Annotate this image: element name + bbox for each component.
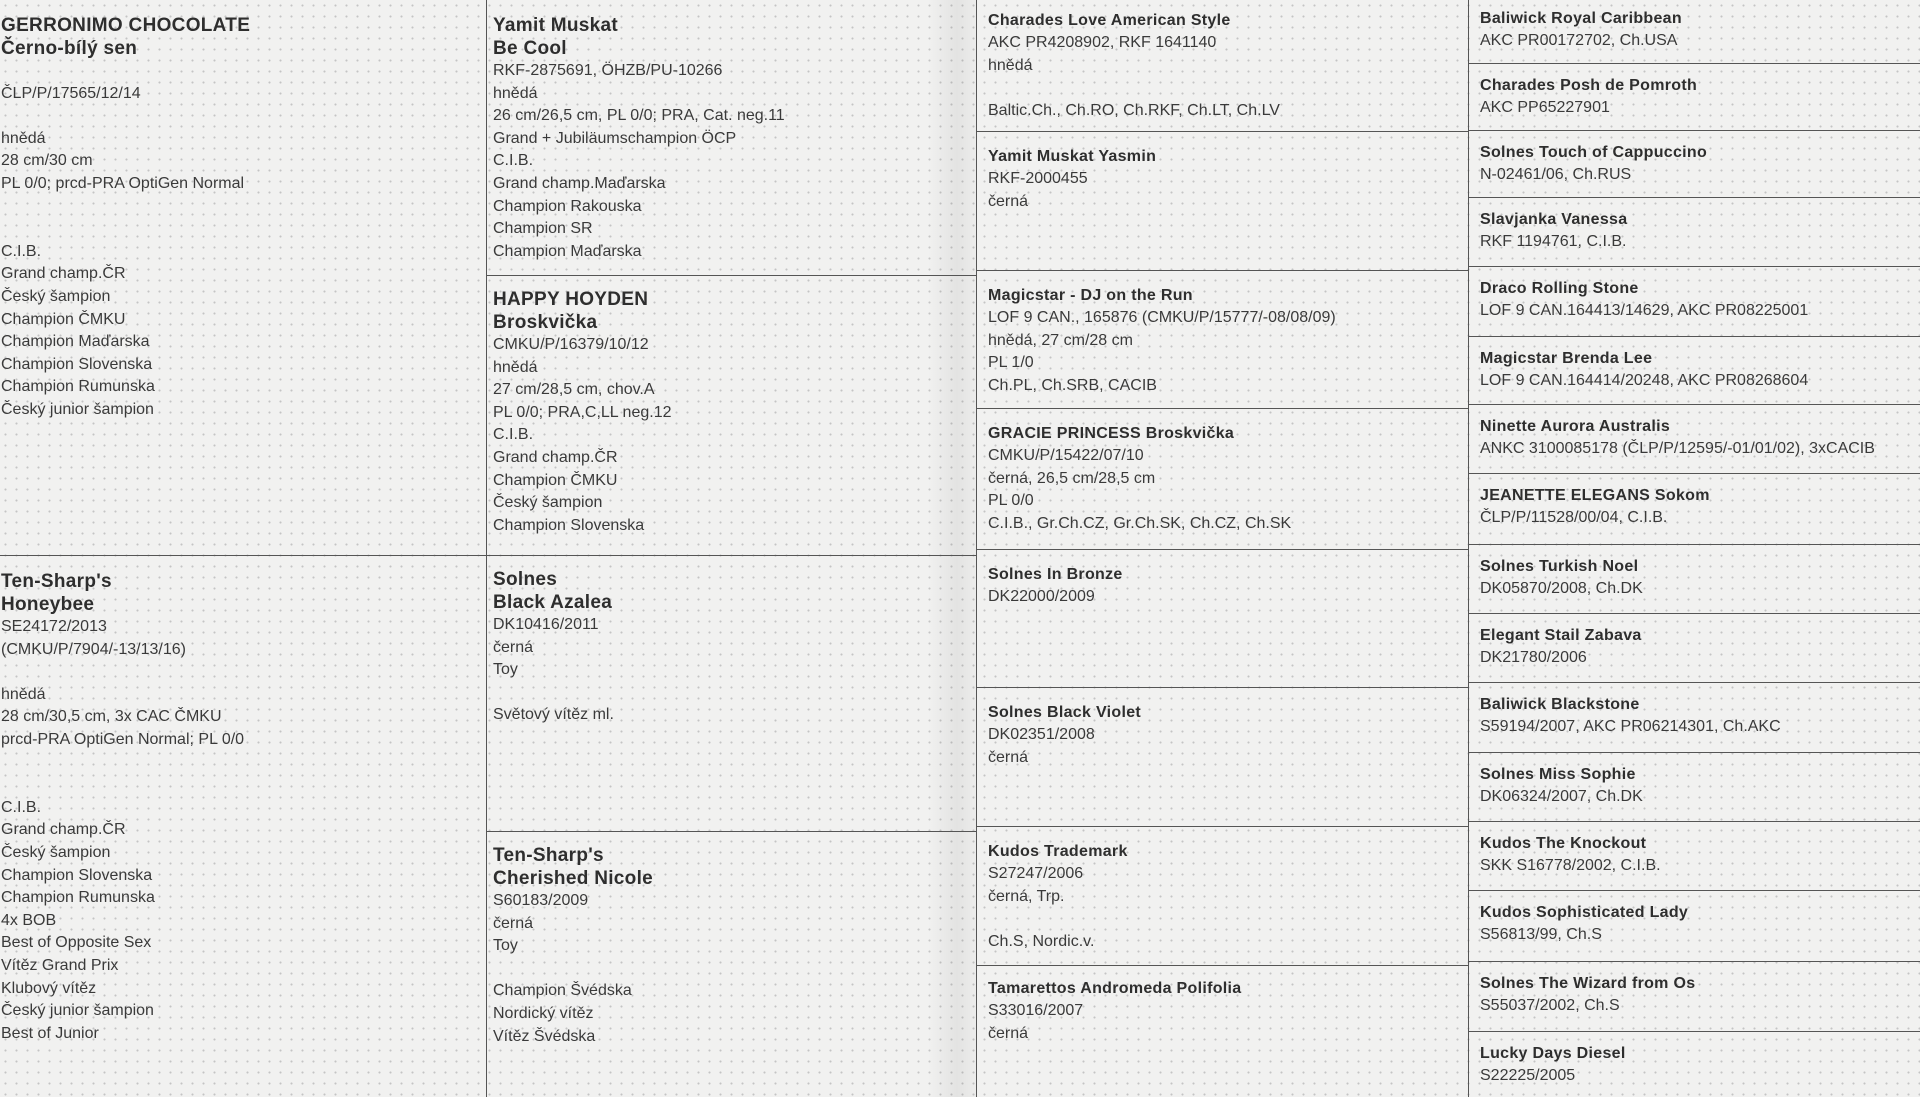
detail-line: S60183/2009 (493, 892, 589, 909)
detail-line: hnědá (1, 685, 46, 703)
cell-gggp-8 (1468, 474, 1920, 545)
detail-line: (CMKU/P/7904/-13/13/16) (1, 640, 186, 658)
detail-line: Český šampion (1, 287, 111, 305)
column-parents (0, 0, 487, 1097)
grandparent-1-name-line-1: Yamit Muskat (493, 15, 619, 36)
detail-line: ČLP/P/11528/00/04, C.I.B. (1480, 509, 1668, 526)
cell-grandparent-2 (486, 276, 976, 556)
ggp-8-name: Tamarettos Andromeda Polifolia (988, 980, 1242, 997)
ggp-5-details (988, 586, 1468, 609)
detail-line: Champion Maďarska (493, 242, 642, 260)
dam-name-line-1: Ten-Sharp's (1, 571, 112, 592)
detail-line: Champion SR (493, 220, 593, 238)
gggp-16-details (1480, 1065, 1920, 1087)
column-grandparents (486, 0, 977, 1097)
gggp-2-details (1480, 97, 1920, 119)
detail-line: Český junior šampion (1, 400, 154, 418)
detail-line: PL 0/0; PRA,C,LL neg.12 (493, 403, 672, 421)
detail-line: Český junior šampion (1, 1002, 154, 1020)
detail-line: ČLP/P/17565/12/14 (1, 84, 141, 102)
cell-gggp-9 (1468, 545, 1920, 614)
gggp-16-name: Lucky Days Diesel (1480, 1045, 1626, 1062)
detail-line: SKK S16778/2002, C.I.B. (1480, 857, 1661, 874)
detail-line: RKF 1194761, C.I.B. (1480, 233, 1627, 250)
gggp-6-name: Magicstar Brenda Lee (1480, 350, 1653, 367)
detail-line: černá (493, 638, 534, 656)
detail-line: Klubový vítěz (1, 979, 97, 997)
detail-line: Vítěz Grand Prix (1, 956, 119, 974)
sire-name-line-2: Černo-bílý sen (1, 38, 138, 59)
ggp-1-details (988, 32, 1468, 122)
detail-line: hnědá (988, 56, 1033, 74)
gggp-7-name: Ninette Aurora Australis (1480, 418, 1671, 435)
detail-line: Champion Slovenska (1, 355, 153, 373)
detail-line: S33016/2007 (988, 1002, 1084, 1019)
detail-line: Best of Opposite Sex (1, 934, 152, 952)
detail-line: Ch.PL, Ch.SRB, CACIB (988, 376, 1157, 394)
grandparent-4-name-line-1: Ten-Sharp's (493, 845, 604, 866)
blank-line (1, 60, 486, 83)
detail-line: Grand champ.Maďarska (493, 174, 666, 192)
detail-line: S27247/2006 (988, 865, 1084, 882)
ggp-3-name: Magicstar - DJ on the Run (988, 287, 1193, 304)
detail-line: Baltic.Ch., Ch.RO, Ch.RKF, Ch.LT, Ch.LV (988, 101, 1280, 119)
detail-line: černá, 26,5 cm/28,5 cm (988, 469, 1156, 487)
gggp-8-name: JEANETTE ELEGANS Sokom (1480, 487, 1710, 504)
detail-line: DK05870/2008, Ch.DK (1480, 580, 1643, 597)
ggp-2-details (988, 168, 1468, 213)
detail-line: C.I.B. (1, 242, 42, 260)
detail-line: DK21780/2006 (1480, 649, 1587, 666)
detail-line: 26 cm/26,5 cm, PL 0/0; PRA, Cat. neg.11 (493, 107, 785, 125)
detail-line: Champion Rumunska (1, 378, 155, 396)
detail-line: černá (493, 914, 534, 932)
cell-ggp-1 (976, 0, 1468, 132)
detail-line: prcd-PRA OptiGen Normal; PL 0/0 (1, 730, 245, 748)
detail-line: S55037/2002, Ch.S (1480, 997, 1620, 1014)
ggp-6-details (988, 724, 1468, 769)
detail-line: Ch.S, Nordic.v. (988, 932, 1095, 950)
gggp-14-name: Kudos Sophisticated Lady (1480, 904, 1689, 921)
detail-line: DK10416/2011 (493, 616, 599, 633)
detail-line: černá (988, 1024, 1029, 1042)
dam-name-line-2: Honeybee (1, 594, 95, 615)
detail-line: ANKC 3100085178 (ČLP/P/12595/-01/01/02), 3xCACIB (1480, 440, 1875, 457)
cell-ggp-8 (976, 966, 1468, 1097)
ggp-4-details (988, 445, 1468, 535)
blank-line (988, 908, 1468, 931)
detail-line: CMKU/P/15422/07/10 (988, 447, 1144, 464)
detail-line: hnědá, 27 cm/28 cm (988, 331, 1133, 349)
grandparent-4-name-line-2: Cherished Nicole (493, 868, 654, 889)
detail-line: PL 0/0; prcd-PRA OptiGen Normal (1, 174, 245, 192)
gggp-5-details (1480, 300, 1920, 322)
gggp-8-details (1480, 507, 1920, 529)
gggp-13-details (1480, 855, 1920, 877)
gggp-7-details (1480, 438, 1920, 460)
cell-gggp-5 (1468, 267, 1920, 337)
gggp-9-name: Solnes Turkish Noel (1480, 558, 1639, 575)
cell-grandparent-1 (486, 0, 976, 276)
cell-gggp-3 (1468, 131, 1920, 198)
detail-line: Champion ČMKU (1, 310, 126, 328)
blank-line (1, 105, 486, 128)
gggp-1-details (1480, 30, 1920, 52)
detail-line: Champion ČMKU (493, 471, 618, 489)
gggp-1-name: Baliwick Royal Caribbean (1480, 10, 1682, 27)
ggp-2-name: Yamit Muskat Yasmin (988, 148, 1157, 165)
dam-details (1, 616, 486, 1045)
detail-line: Český šampion (1, 843, 111, 861)
gggp-15-name: Solnes The Wizard from Os (1480, 975, 1696, 992)
detail-line: Světový vítěz ml. (493, 706, 614, 724)
gggp-11-details (1480, 716, 1920, 738)
cell-gggp-6 (1468, 337, 1920, 405)
gggp-12-name: Solnes Miss Sophie (1480, 766, 1636, 783)
cell-gggp-7 (1468, 405, 1920, 474)
detail-line: černá (988, 192, 1029, 210)
detail-line: 28 cm/30 cm (1, 152, 93, 170)
detail-line: AKC PP65227901 (1480, 99, 1610, 116)
gggp-9-details (1480, 578, 1920, 600)
column-great-grandparents (976, 0, 1469, 1097)
ggp-8-details (988, 1000, 1468, 1045)
cell-ggp-6 (976, 688, 1468, 827)
cell-gggp-2 (1468, 64, 1920, 131)
gggp-13-name: Kudos The Knockout (1480, 835, 1647, 852)
cell-gggp-1 (1468, 0, 1920, 64)
detail-line: S56813/99, Ch.S (1480, 926, 1602, 943)
cell-ggp-4 (976, 409, 1468, 550)
detail-line: CMKU/P/16379/10/12 (493, 336, 649, 353)
detail-line: Grand champ.ČR (1, 821, 126, 839)
detail-line: LOF 9 CAN.164414/20248, AKC PR08268604 (1480, 372, 1809, 389)
detail-line: Grand + Jubiläumschampion ÖCP (493, 129, 737, 147)
detail-line: LOF 9 CAN., 165876 (CMKU/P/15777/-08/08/09) (988, 309, 1336, 326)
gggp-10-name: Elegant Stail Zabava (1480, 627, 1642, 644)
blank-line (1, 196, 486, 219)
detail-line: Český šampion (493, 494, 603, 512)
grandparent-1-name-line-2: Be Cool (493, 38, 567, 59)
grandparent-1-details (493, 60, 976, 263)
cell-gggp-11 (1468, 683, 1920, 753)
gggp-4-details (1480, 231, 1920, 253)
cell-ggp-5 (976, 550, 1468, 688)
grandparent-4-details (493, 890, 976, 1048)
cell-gggp-16 (1468, 1032, 1920, 1097)
detail-line: DK06324/2007, Ch.DK (1480, 788, 1643, 805)
detail-line: Best of Junior (1, 1024, 99, 1042)
grandparent-3-details (493, 614, 976, 727)
ggp-6-name: Solnes Black Violet (988, 704, 1142, 721)
gggp-10-details (1480, 647, 1920, 669)
column-great-great-grandparents (1468, 0, 1920, 1097)
detail-line: Champion Slovenska (493, 516, 645, 534)
detail-line: Champion Slovenska (1, 866, 153, 884)
cell-grandparent-4 (486, 832, 976, 1097)
detail-line: N-02461/06, Ch.RUS (1480, 166, 1632, 183)
grandparent-2-name-line-2: Broskvička (493, 312, 598, 333)
detail-line: PL 1/0 (988, 354, 1034, 372)
blank-line (1, 774, 486, 797)
sire-name-line-1: GERRONIMO CHOCOLATE (1, 15, 251, 36)
cell-gggp-13 (1468, 822, 1920, 891)
ggp-7-details (988, 863, 1468, 953)
detail-line: S59194/2007, AKC PR06214301, Ch.AKC (1480, 718, 1781, 735)
detail-line: Grand champ.ČR (493, 448, 618, 466)
detail-line: černá (988, 748, 1029, 766)
cell-gggp-12 (1468, 753, 1920, 822)
detail-line: C.I.B. (493, 426, 534, 444)
detail-line: LOF 9 CAN.164413/14629, AKC PR08225001 (1480, 302, 1809, 319)
gggp-3-details (1480, 164, 1920, 186)
cell-gggp-4 (1468, 198, 1920, 267)
detail-line: RKF-2875691, ÖHZB/PU-10266 (493, 62, 723, 79)
cell-sire (0, 0, 486, 556)
detail-line: hnědá (493, 84, 538, 102)
detail-line: černá, Trp. (988, 887, 1065, 905)
detail-line: S22225/2005 (1480, 1067, 1576, 1084)
detail-line: Nordický vítěz (493, 1004, 594, 1022)
cell-gggp-15 (1468, 962, 1920, 1032)
blank-line (1, 661, 486, 684)
blank-line (493, 682, 976, 705)
detail-line: Vítěz Švédska (493, 1027, 596, 1045)
detail-line: C.I.B. (493, 152, 534, 170)
gggp-3-name: Solnes Touch of Cappuccino (1480, 144, 1708, 161)
detail-line: DK02351/2008 (988, 726, 1095, 743)
detail-line: 27 cm/28,5 cm, chov.A (493, 381, 655, 399)
gggp-11-name: Baliwick Blackstone (1480, 696, 1640, 713)
cell-ggp-7 (976, 827, 1468, 966)
gggp-14-details (1480, 924, 1920, 946)
detail-line: 28 cm/30,5 cm, 3x CAC ČMKU (1, 708, 222, 726)
detail-line: C.I.B., Gr.Ch.CZ, Gr.Ch.SK, Ch.CZ, Ch.SK (988, 514, 1292, 532)
grandparent-3-name-line-2: Black Azalea (493, 592, 613, 613)
ggp-4-name: GRACIE PRINCESS Broskvička (988, 425, 1235, 442)
ggp-3-details (988, 307, 1468, 397)
gggp-15-details (1480, 995, 1920, 1017)
detail-line: Champion Rumunska (1, 889, 155, 907)
cell-ggp-2 (976, 132, 1468, 271)
detail-line: Champion Švédska (493, 982, 632, 1000)
sire-details (1, 60, 486, 422)
gggp-4-name: Slavjanka Vanessa (1480, 211, 1628, 228)
cell-ggp-3 (976, 271, 1468, 409)
blank-line (988, 77, 1468, 100)
cell-gggp-10 (1468, 614, 1920, 683)
detail-line: DK22000/2009 (988, 588, 1095, 605)
detail-line: hnědá (493, 358, 538, 376)
detail-line: SE24172/2013 (1, 618, 107, 635)
cell-gggp-14 (1468, 891, 1920, 962)
gggp-2-name: Charades Posh de Pomroth (1480, 77, 1698, 94)
blank-line (493, 958, 976, 981)
ggp-5-name: Solnes In Bronze (988, 566, 1123, 583)
detail-line: PL 0/0 (988, 492, 1034, 510)
detail-line: AKC PR4208902, RKF 1641140 (988, 34, 1217, 51)
detail-line: 4x BOB (1, 911, 57, 929)
blank-line (1, 752, 486, 775)
detail-line: AKC PR00172702, Ch.USA (1480, 32, 1678, 49)
detail-line: Toy (493, 937, 518, 955)
gggp-6-details (1480, 370, 1920, 392)
detail-line: Champion Maďarska (1, 333, 150, 351)
grandparent-2-name-line-1: HAPPY HOYDEN (493, 289, 649, 310)
grandparent-2-details (493, 334, 976, 537)
gggp-12-details (1480, 786, 1920, 808)
detail-line: hnědá (1, 129, 46, 147)
gggp-5-name: Draco Rolling Stone (1480, 280, 1639, 297)
detail-line: Toy (493, 661, 518, 679)
ggp-1-name: Charades Love American Style (988, 12, 1231, 29)
grandparent-3-name-line-1: Solnes (493, 569, 558, 590)
detail-line: C.I.B. (1, 798, 42, 816)
detail-line: Grand champ.ČR (1, 265, 126, 283)
blank-line (1, 218, 486, 241)
cell-dam (0, 556, 486, 1097)
ggp-7-name: Kudos Trademark (988, 843, 1128, 860)
detail-line: Champion Rakouska (493, 197, 642, 215)
detail-line: RKF-2000455 (988, 170, 1088, 187)
cell-grandparent-3 (486, 556, 976, 832)
